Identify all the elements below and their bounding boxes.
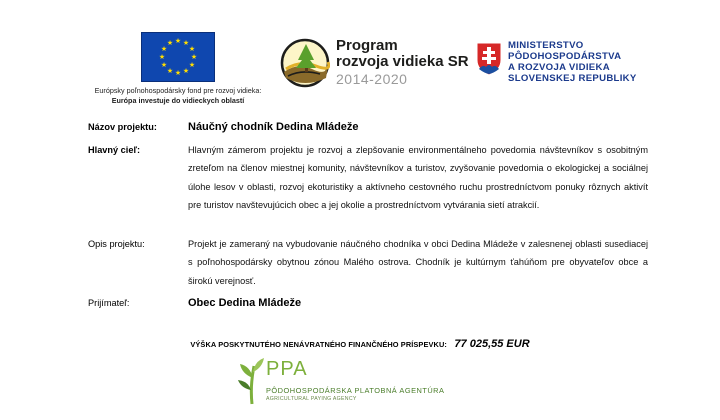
project-goal-label: Hlavný cieľ: bbox=[88, 145, 141, 155]
eu-logo bbox=[88, 32, 268, 106]
svg-text:★: ★ bbox=[174, 69, 182, 77]
project-name-row bbox=[88, 122, 648, 138]
svg-text:★: ★ bbox=[188, 45, 196, 53]
slovak-coat-of-arms-icon bbox=[476, 42, 502, 76]
eu-caption-line1: Európsky poľnohospodársky fond pre rozvoj vidieka: bbox=[94, 86, 262, 95]
prv-title-line1: Program bbox=[336, 37, 398, 54]
svg-text:★: ★ bbox=[158, 53, 166, 61]
ppa-subtitle: AGRICULTURAL PAYING AGENCY bbox=[266, 396, 357, 402]
project-description-row bbox=[88, 239, 648, 291]
ministry-logo bbox=[476, 40, 656, 94]
svg-text:★: ★ bbox=[166, 39, 174, 47]
svg-text:★: ★ bbox=[160, 61, 168, 69]
project-name-label: Názov projektu: bbox=[88, 122, 157, 132]
eu-caption-line2: Európa investuje do vidieckych oblastí bbox=[111, 96, 245, 105]
project-goal-text: Hlavným zámerom projektu je rozvoj a zlepšovanie environmentálneho povedomia návštevníkov s osobitným zreteľom na členov miestnej komunity, návštevníkov a turistov, zvyšovanie povedomia o ekologickej a sociálnej úlohe lesov v oblasti, rozvoj ekoturistiky a aktívneho cestovného ruchu prostredníctvom ponuky rôznych aktivít pre turistov navštevujúcich obec a jej okolie a prostredníctvom vytvárania sietí atrakcií. bbox=[188, 145, 648, 211]
svg-text:★: ★ bbox=[182, 67, 190, 75]
svg-text:★: ★ bbox=[190, 53, 198, 61]
grant-amount-line bbox=[0, 334, 720, 352]
svg-text:★: ★ bbox=[188, 61, 196, 69]
ministry-line3: A ROZVOJA VIDIEKA bbox=[508, 62, 610, 73]
project-description-label: Opis projektu: bbox=[88, 239, 145, 249]
grant-value: 77 025,55 EUR bbox=[454, 338, 530, 350]
ministry-line1: MINISTERSTVO bbox=[508, 40, 584, 51]
ppa-plant-icon bbox=[238, 356, 266, 406]
prv-logo bbox=[280, 36, 480, 92]
svg-text:★: ★ bbox=[182, 39, 190, 47]
prv-title-line2: rozvoja vidieka SR bbox=[336, 53, 469, 70]
recipient-value: Obec Dedina Mládeže bbox=[188, 297, 302, 309]
recipient-row bbox=[88, 297, 648, 313]
ppa-logo bbox=[238, 356, 498, 420]
prv-years: 2014-2020 bbox=[336, 71, 408, 87]
project-name-value: Náučný chodník Dedina Mládeže bbox=[188, 121, 359, 133]
ppa-abbreviation: PPA bbox=[266, 358, 308, 380]
ppa-full-name: PÔDOHOSPODÁRSKA PLATOBNÁ AGENTÚRA bbox=[266, 386, 445, 395]
svg-text:★: ★ bbox=[166, 67, 174, 75]
eu-flag-icon bbox=[141, 32, 215, 82]
project-description-text: Projekt je zameraný na vybudovanie náučného chodníka v obci Dedina Mládeže v zalesnenej oblasti susediacej s poľnohospodársky obytnou zónou Malého ostrova. Chodník je kultúrnym ťahúňom pre obyvateľov obce a širokú verejnosť. bbox=[188, 239, 648, 286]
hills-tree-emblem-icon bbox=[280, 36, 330, 90]
svg-text:★: ★ bbox=[174, 37, 182, 45]
recipient-label: Prijímateľ: bbox=[88, 298, 130, 308]
ministry-line2: PÔDOHOSPODÁRSTVA bbox=[508, 51, 622, 62]
project-goal-row bbox=[88, 146, 648, 238]
grant-label: VÝŠKA POSKYTNUTÉHO NENÁVRATNÉHO FINANČNÉHO PRÍSPEVKU: bbox=[190, 340, 447, 349]
svg-text:★: ★ bbox=[160, 45, 168, 53]
ministry-line4: SLOVENSKEJ REPUBLIKY bbox=[508, 73, 637, 84]
